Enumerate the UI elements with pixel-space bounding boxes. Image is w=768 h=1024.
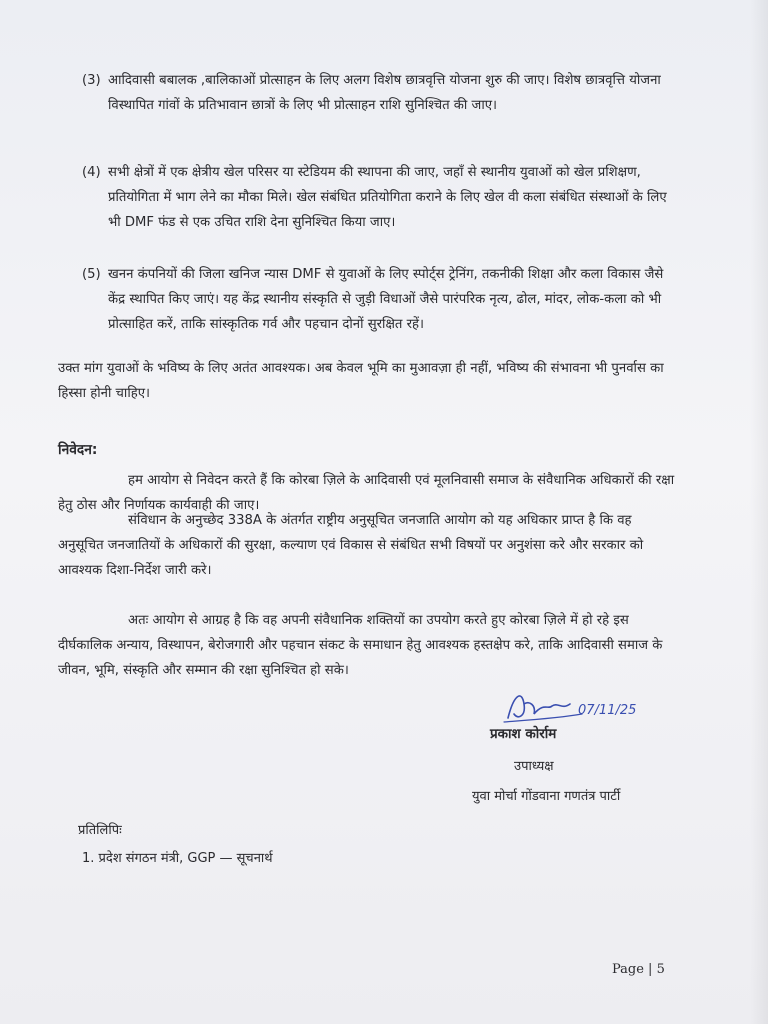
- signatory-organization: युवा मोर्चा गोंडवाना गणतंत्र पार्टी: [472, 789, 621, 804]
- demand-item-4: [82, 160, 682, 235]
- page-number: Page | 5: [612, 962, 665, 977]
- item-text: सभी क्षेत्रों में एक क्षेत्रीय खेल परिसर या स्टेडियम की स्थापना की जाए, जहाँ से स्थानीय युवाओं को खेल प्रशिक्षण, प्रतियोगिता में भाग लेने का मौका मिले। खेल संबंधित प्रतियोगिता कराने के लिए खेल वी कला संबंधित संस्थाओं के लिए भी DMF फंड से एक उचित राशि देना सुनिश्चित किया जाए।: [108, 165, 667, 230]
- copy-entry: 1. प्रदेश संगठन मंत्री, GGP — सूचनार्थ: [82, 851, 273, 866]
- demand-item-3: [82, 68, 682, 118]
- item-number: (4): [82, 165, 101, 180]
- request-paragraph-1: हम आयोग से निवेदन करते हैं कि कोरबा ज़िले के आदिवासी एवं मूलनिवासी समाज के संवैधानिक अधिकारों की रक्षा हेतु ठोस और निर्णायक कार्यवाही की जाए।: [58, 473, 675, 513]
- summary-paragraph: उक्त मांग युवाओं के भविष्य के लिए अतंत आवश्यक। अब केवल भूमि का मुआवज़ा ही नहीं, भविष्य की संभावना भी पुनर्वास का हिस्सा होनी चाहिए।: [58, 361, 664, 401]
- demand-item-5: [82, 262, 682, 337]
- item-number: (5): [82, 267, 101, 282]
- request-paragraph-2: संविधान के अनुच्छेद 338A के अंतर्गत राष्ट्रीय अनुसूचित जनजाति आयोग को यह अधिकार प्राप्त है कि वह अनुसूचित जनजातियों के अधिकारों की सुरक्षा, कल्याण एवं विकास से संबंधित सभी विषयों पर अनुशंसा करे और सरकार को आवश्यक दिशा-निर्देश जारी करे।: [58, 513, 644, 578]
- signatory-name: प्रकाश कोर्राम: [490, 726, 557, 742]
- request-heading: निवेदन:: [58, 442, 98, 458]
- request-paragraph-3: अतः आयोग से आग्रह है कि वह अपनी संवैधानिक शक्तियों का उपयोग करते हुए कोरबा ज़िले में हो रहे इस दीर्घकालिक अन्याय, विस्थापन, बेरोजगारी और पहचान संकट के समाधान हेतु आवश्यक हस्तक्षेप करे, ताकि आदिवासी समाज के जीवन, भूमि, संस्कृति और सम्मान की रक्षा सुनिश्चित हो सके।: [58, 613, 663, 678]
- signature-date: 07/11/25: [578, 703, 637, 718]
- signatory-title: उपाध्यक्ष: [514, 759, 554, 774]
- signature-block: [470, 686, 730, 806]
- item-text: आदिवासी बबालक ,बालिकाओं प्रोत्साहन के लिए अलग विशेष छात्रवृत्ति योजना शुरु की जाए। विशेष छात्रवृत्ति योजना विस्थापित गांवों के प्रतिभावान छात्रों के लिए भी प्रोत्साहन राशि सुनिश्चित की जाए।: [108, 73, 661, 113]
- copy-label: प्रतिलिपिः: [78, 823, 122, 838]
- item-number: (3): [82, 73, 101, 88]
- item-text: खनन कंपनियों की जिला खनिज न्यास DMF से युवाओं के लिए स्पोर्ट्स ट्रेनिंग, तकनीकी शिक्षा और कला विकास जैसे केंद्र स्थापित किए जाएं। यह केंद्र स्थानीय संस्कृति से जुड़ी विधाओं जैसे पारंपरिक नृत्य, ढोल, मांदर, लोक-कला को भी प्रोत्साहित करें, ताकि सांस्कृतिक गर्व और पहचान दोनों सुरक्षित रहें।: [108, 267, 664, 332]
- page-edge-shadow: [750, 0, 768, 1024]
